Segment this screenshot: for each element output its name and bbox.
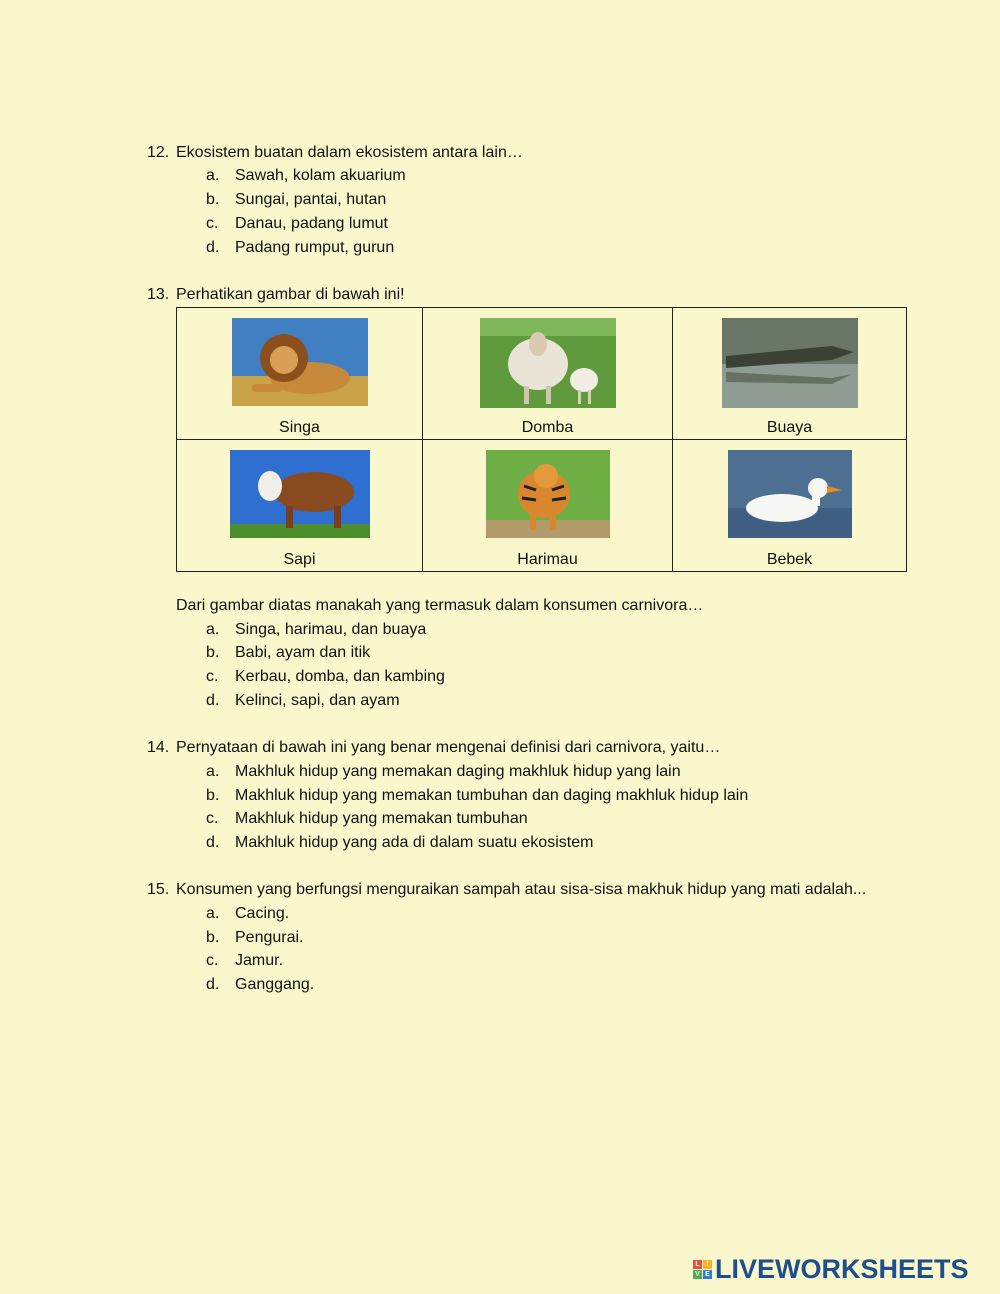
option-letter: a. xyxy=(206,905,220,922)
option-text: Singa, harimau, dan buaya xyxy=(235,621,427,638)
animal-label: Bebek xyxy=(766,551,813,568)
option-letter: a. xyxy=(206,167,220,184)
option-letter: b. xyxy=(206,787,220,804)
option-text: Padang rumput, gurun xyxy=(235,239,395,256)
question-number: 12. xyxy=(147,144,170,161)
option-text: Jamur. xyxy=(235,952,284,969)
animal-label: Buaya xyxy=(766,419,813,436)
lion-image xyxy=(232,318,368,406)
option-letter: b. xyxy=(206,191,220,208)
question-number: 15. xyxy=(147,881,170,898)
duck-image xyxy=(728,450,852,538)
question-number: 14. xyxy=(147,739,170,756)
option-text: Pengurai. xyxy=(235,929,304,946)
option-letter: c. xyxy=(206,810,219,827)
option-letter: c. xyxy=(206,215,219,232)
option-letter: d. xyxy=(206,834,220,851)
option-letter: c. xyxy=(206,668,219,685)
option-text: Makhluk hidup yang memakan tumbuhan xyxy=(235,810,528,827)
tiger-image xyxy=(486,450,610,538)
option-letter: a. xyxy=(206,621,220,638)
option-letter: d. xyxy=(206,976,220,993)
option-letter: b. xyxy=(206,929,220,946)
option-text: Makhluk hidup yang memakan tumbuhan dan daging makhluk hidup lain xyxy=(235,787,749,804)
animal-label: Harimau xyxy=(517,551,578,568)
logo-mark-icon: L I V E xyxy=(693,1260,712,1279)
animal-cell-harimau xyxy=(423,440,673,572)
animal-label: Sapi xyxy=(283,551,316,568)
option-letter: d. xyxy=(206,692,220,709)
option-text: Ganggang. xyxy=(235,976,315,993)
sheep-image xyxy=(480,318,616,408)
question-text: Konsumen yang berfungsi menguraikan sampah atau sisa-sisa makhuk hidup yang mati adalah... xyxy=(176,881,867,898)
option-text: Sungai, pantai, hutan xyxy=(235,191,387,208)
animal-cell-domba xyxy=(423,308,673,440)
animal-cell-singa xyxy=(177,308,423,440)
option-letter: b. xyxy=(206,644,220,661)
animal-cell-buaya xyxy=(673,308,907,440)
option-letter: c. xyxy=(206,952,219,969)
question-13-followup: Dari gambar diatas manakah yang termasuk dalam konsumen carnivora… xyxy=(176,597,704,614)
option-text: Makhluk hidup yang memakan daging makhluk hidup yang lain xyxy=(235,763,681,780)
crocodile-image xyxy=(722,318,858,408)
option-text: Kerbau, domba, dan kambing xyxy=(235,668,445,685)
logo-text: LIVEWORKSHEETS xyxy=(715,1254,969,1284)
option-text: Kelinci, sapi, dan ayam xyxy=(235,692,400,709)
option-text: Sawah, kolam akuarium xyxy=(235,167,406,184)
liveworksheets-logo[interactable] xyxy=(693,1256,969,1282)
option-letter: a. xyxy=(206,763,220,780)
animal-picture-table xyxy=(176,307,907,572)
option-text: Babi, ayam dan itik xyxy=(235,644,371,661)
question-text: Pernyataan di bawah ini yang benar mengenai definisi dari carnivora, yaitu… xyxy=(176,739,721,756)
cow-image xyxy=(230,450,370,538)
animal-cell-bebek xyxy=(673,440,907,572)
option-text: Cacing. xyxy=(235,905,290,922)
option-text: Makhluk hidup yang ada di dalam suatu ekosistem xyxy=(235,834,594,851)
animal-label: Singa xyxy=(279,419,320,436)
option-letter: d. xyxy=(206,239,220,256)
question-text: Ekosistem buatan dalam ekosistem antara lain… xyxy=(176,144,523,161)
option-text: Danau, padang lumut xyxy=(235,215,388,232)
question-text: Perhatikan gambar di bawah ini! xyxy=(176,286,405,303)
question-number: 13. xyxy=(147,286,170,303)
animal-cell-sapi xyxy=(177,440,423,572)
animal-label: Domba xyxy=(521,419,574,436)
